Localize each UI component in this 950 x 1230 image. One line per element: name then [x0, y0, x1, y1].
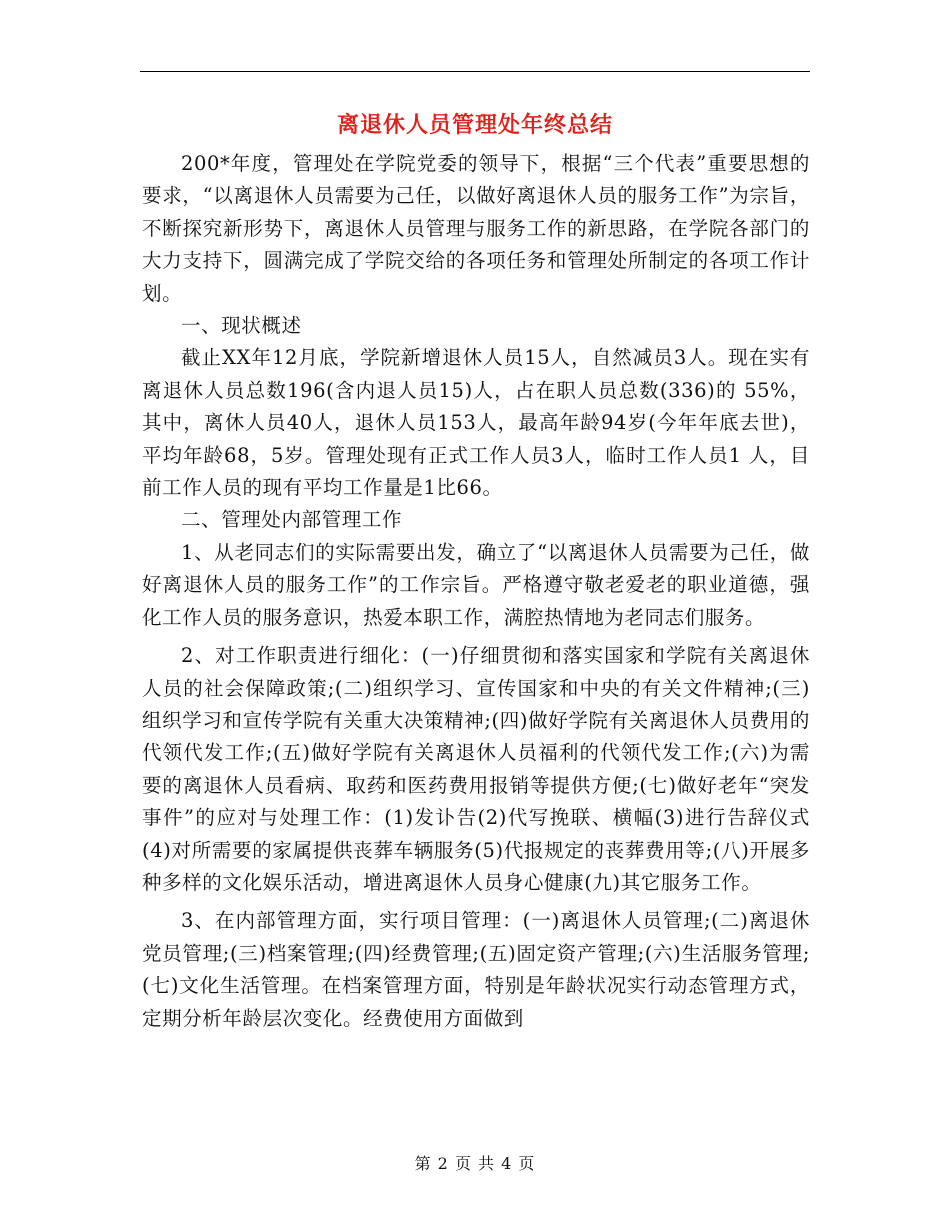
- section-heading-internal-management: 二、管理处内部管理工作: [181, 508, 403, 532]
- page-number-footer: 第 2 页 共 4 页: [414, 1154, 536, 1173]
- paragraph-item-2: 2、对工作职责进行细化：(一)仔细贯彻和落实国家和学院有关离退休人员的社会保障政策;(二)组织学习、宣传国家和中央的有关文件精神;(三)组织学习和宣传学院有关重大决策精神;(四)做好学院有关离退休人员费用的代领代发工作;(五)做好学院有关离退休人员福利的代领代发工作;(六)为需要的离退休人员看病、取药和医药费用报销等提供方便;(七)做好老年“突发事件”的应对与处理工作：(1)发讣告(2)代写挽联、横幅(3)进行告辞仪式(4)对所需要的家属提供丧葬车辆服务(5)代报规定的丧葬费用等;(八)开展多种多样的文化娱乐活动，增进离退休人员身心健康(九)其它服务工作。: [142, 644, 810, 894]
- document-body: [142, 148, 810, 1035]
- header-rule: [140, 71, 810, 72]
- section-heading-overview: 一、现状概述: [181, 314, 302, 338]
- paragraph-item-1: 1、从老同志们的实际需要出发，确立了“以离退休人员需要为己任，做好离退休人员的服务工作”的工作宗旨。严格遵守敬老爱老的职业道德，强化工作人员的服务意识，热爱本职工作，满腔热情地为老同志们服务。: [142, 540, 810, 629]
- paragraph-item-3: 3、在内部管理方面，实行项目管理：(一)离退休人员管理;(二)离退休党员管理;(三)档案管理;(四)经费管理;(五)固定资产管理;(六)生活服务管理;(七)文化生活管理。在档案管理方面，特别是年龄状况实行动态管理方式，定期分析年龄层次变化。经费使用方面做到: [142, 909, 810, 1030]
- document-title: 离退休人员管理处年终总结: [336, 112, 613, 138]
- paragraph-intro: 200*年度，管理处在学院党委的领导下，根据“三个代表”重要思想的要求，“以离退休人员需要为己任，以做好离退休人员的服务工作”为宗旨，不断探究新形势下，离退休人员管理与服务工作的新思路，在学院各部门的大力支持下，圆满完成了学院交给的各项任务和管理处所制定的各项工作计划。: [142, 152, 810, 305]
- paragraph-overview: 截止XX年12月底，学院新增退休人员15人，自然减员3人。现在实有离退休人员总数196(含内退人员15)人，占在职人员总数(336)的 55%，其中，离休人员40人，退休人员153人，最高年龄94岁(今年年底去世)，平均年龄68，5岁。管理处现有正式工作人员3人，临时工作人员1 人，目前工作人员的现有平均工作量是1比66。: [142, 346, 810, 500]
